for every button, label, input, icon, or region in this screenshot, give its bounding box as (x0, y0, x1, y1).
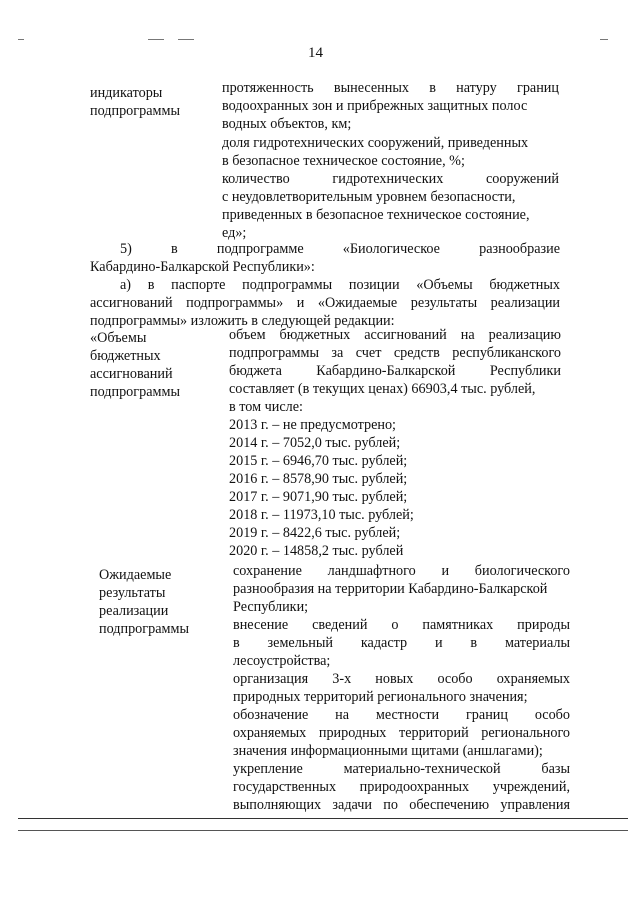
scan-speck (18, 39, 24, 40)
s1-line-1: протяженность вынесенных в натуру границ (222, 80, 559, 96)
s2-line-9: 2016 г. – 8578,90 тыс. рублей; (229, 471, 408, 487)
s1-line-2: водоохранных зон и прибрежных защитных полос (222, 98, 528, 114)
s1-line-8: приведенных в безопасное техническое состояние, (222, 207, 530, 223)
s2-line-5: в том числе: (229, 399, 303, 415)
scan-speck (600, 39, 608, 40)
s1-line-5: в безопасное техническое состояние, %; (222, 153, 465, 169)
s1-line-9: ед»; (222, 225, 247, 241)
s3-line-3: Республики; (233, 599, 309, 615)
page-number: 14 (308, 45, 323, 61)
section3-label-1: Ожидаемые (99, 567, 172, 583)
s3-line-5: в земельный кадастр и в материалы (233, 635, 570, 651)
scan-speck (148, 39, 164, 40)
s2-line-12: 2019 г. – 8422,6 тыс. рублей; (229, 525, 401, 541)
section2-label-1: «Объемы (90, 330, 147, 346)
s2-line-2: подпрограммы за счет средств республиканского (229, 345, 561, 361)
s2-line-10: 2017 г. – 9071,90 тыс. рублей; (229, 489, 408, 505)
section2-label-2: бюджетных (90, 348, 161, 364)
s3-line-12: укрепление материально-технической базы (233, 761, 570, 777)
s2-line-8: 2015 г. – 6946,70 тыс. рублей; (229, 453, 408, 469)
s3-line-6: лесоустройства; (233, 653, 331, 669)
section2-label-4: подпрограммы (90, 384, 180, 400)
s3-line-11: значения информационными щитами (аншлагами); (233, 743, 543, 759)
s3-line-10: охраняемых природных территорий регионального (233, 725, 570, 741)
s1-line-3: водных объектов, км; (222, 116, 352, 132)
paragraph-4: ассигнований подпрограммы» и «Ожидаемые результаты реализации (90, 295, 560, 311)
paragraph-3: а) в паспорте подпрограммы позиции «Объемы бюджетных (120, 277, 560, 293)
section3-label-4: подпрограммы (99, 621, 189, 637)
s3-line-2: разнообразия на территории Кабардино-Балкарской (233, 581, 548, 597)
scan-speck (178, 39, 194, 40)
s2-line-1: объем бюджетных ассигнований на реализацию (229, 327, 561, 343)
s3-line-14: выполняющих задачи по обеспечению управления (233, 797, 570, 813)
s3-line-7: организация 3-х новых особо охраняемых (233, 671, 570, 687)
s1-line-6: количество гидротехнических сооружений (222, 171, 559, 187)
section3-label-2: результаты (99, 585, 166, 601)
s2-line-3: бюджета Кабардино-Балкарской Республики (229, 363, 561, 379)
s3-line-1: сохранение ландшафтного и биологического (233, 563, 570, 579)
s2-line-11: 2018 г. – 11973,10 тыс. рублей; (229, 507, 414, 523)
s2-line-7: 2014 г. – 7052,0 тыс. рублей; (229, 435, 401, 451)
section3-label-3: реализации (99, 603, 169, 619)
section1-label-2: подпрограммы (90, 103, 180, 119)
paragraph-5: подпрограммы» изложить в следующей редакции: (90, 313, 395, 329)
s1-line-7: с неудовлетворительным уровнем безопасности, (222, 189, 516, 205)
s3-line-4: внесение сведений о памятниках природы (233, 617, 570, 633)
section2-label-3: ассигнований (90, 366, 173, 382)
s2-line-6: 2013 г. – не предусмотрено; (229, 417, 396, 433)
paragraph-1: 5) в подпрограмме «Биологическое разнообразие (120, 241, 560, 257)
s3-line-13: государственных природоохранных учреждений, (233, 779, 570, 795)
s1-line-4: доля гидротехнических сооружений, приведенных (222, 135, 529, 151)
s2-line-4: составляет (в текущих ценах) 66903,4 тыс. рублей, (229, 381, 536, 397)
s3-line-8: природных территорий регионального значения; (233, 689, 528, 705)
paragraph-2: Кабардино-Балкарской Республики»: (90, 259, 315, 275)
bottom-rule-2 (18, 830, 628, 831)
section1-label-1: индикаторы (90, 85, 163, 101)
s2-line-13: 2020 г. – 14858,2 тыс. рублей (229, 543, 404, 559)
bottom-rule-1 (18, 818, 628, 819)
s3-line-9: обозначение на местности границ особо (233, 707, 570, 723)
